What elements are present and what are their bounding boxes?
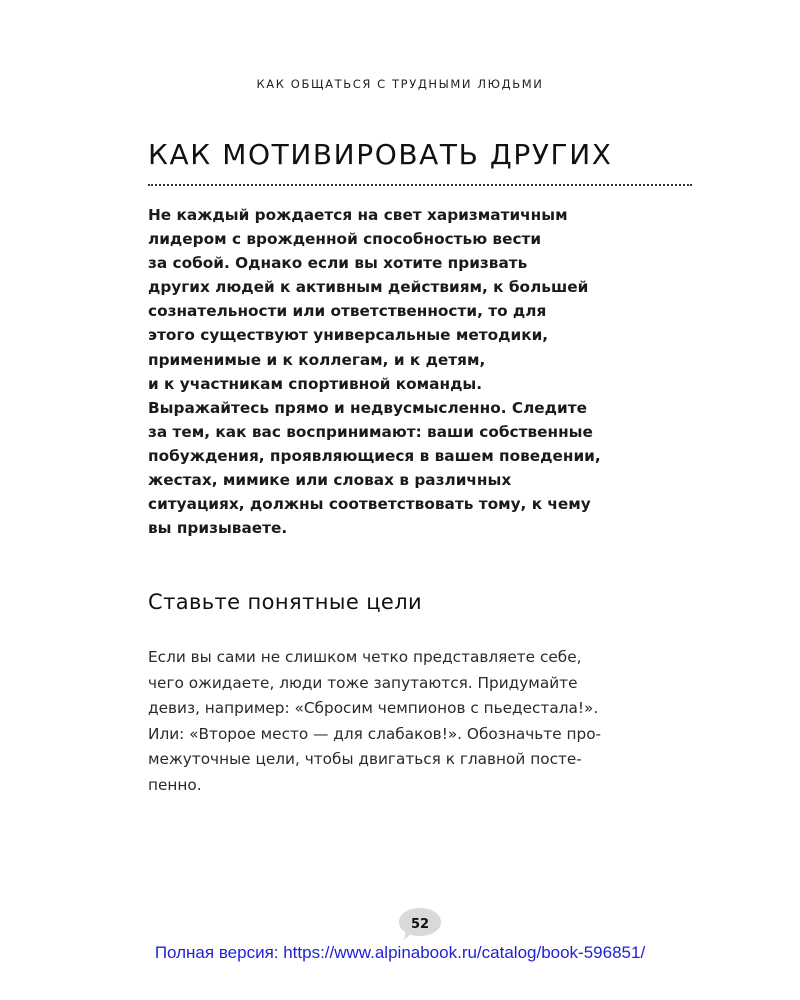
lead-line: Выражайтесь прямо и недвусмысленно. Следите: [148, 398, 587, 417]
lead-line: этого существуют универсальные методики,: [148, 326, 549, 345]
lead-line: других людей к активным действиям, к большей: [148, 278, 589, 297]
lead-line: Не каждый рождается на свет харизматичным: [148, 206, 568, 224]
lead-line: ситуациях, должны соответствовать тому, к чему: [148, 495, 591, 514]
lead-line: и к участникам спортивной команды.: [148, 374, 483, 393]
lead-line: сознательности или ответственности, то для: [148, 302, 547, 321]
page-number: 52: [410, 917, 430, 932]
lead-line: лидером с врожденной способностью вести: [148, 230, 542, 249]
body-line: Если вы сами не слишком четко представляете себе,: [148, 648, 582, 666]
section-heading: Ставьте понятные цели: [148, 590, 423, 614]
body-line: девиз, например: «Сбросим чемпионов с пьедестала!».: [148, 699, 599, 718]
dotted-divider: [148, 184, 692, 186]
body-paragraph: [148, 645, 708, 799]
body-line: Или: «Второе место — для слабаков!». Обозначьте про-: [148, 724, 602, 743]
running-head: КАК ОБЩАТЬСЯ С ТРУДНЫМИ ЛЮДЬМИ: [256, 77, 544, 91]
lead-line: за собой. Однако если вы хотите призвать: [148, 254, 528, 273]
lead-paragraph: [148, 203, 708, 540]
body-line: чего ожидаете, люди тоже запутаются. Придумайте: [148, 673, 578, 692]
full-version-link[interactable]: Полная версия: https://www.alpinabook.ru/catalog/book-596851/: [154, 943, 646, 962]
chapter-title: КАК МОТИВИРОВАТЬ ДРУГИХ: [148, 138, 613, 171]
page-number-badge: [398, 907, 442, 941]
lead-line: за тем, как вас воспринимают: ваши собственные: [148, 422, 593, 441]
body-line: межуточные цели, чтобы двигаться к главной посте-: [148, 750, 582, 769]
lead-line: побуждения, проявляющиеся в вашем поведении,: [148, 446, 601, 465]
lead-line: вы призываете.: [148, 519, 288, 538]
lead-line: применимые и к коллегам, и к детям,: [148, 350, 486, 369]
lead-line: жестах, мимике или словах в различных: [148, 471, 512, 490]
body-line: пенно.: [148, 775, 202, 794]
